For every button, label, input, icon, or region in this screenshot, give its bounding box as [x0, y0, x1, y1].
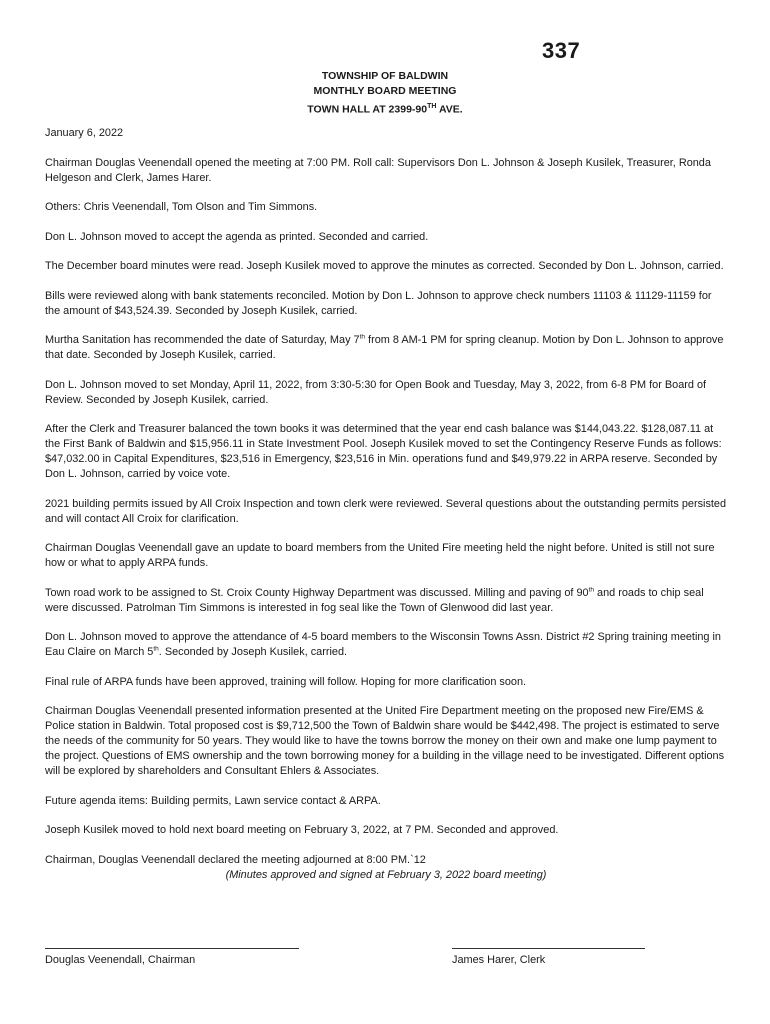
paragraph-agenda: Don L. Johnson moved to accept the agenda as printed. Seconded and carried.	[45, 230, 429, 243]
paragraph-others: Others: Chris Veenendall, Tom Olson and Tim Simmons.	[45, 201, 318, 213]
paragraph-minutes: The December board minutes were read. Joseph Kusilek moved to approve the minutes as corrected. Seconded by Don L. Johnson, carried.	[45, 260, 724, 272]
paragraph-building-permits: 2021 building permits issued by All Croix Inspection and town clerk were reviewed. Several questions about the outstanding permits persisted and will contact All Croix for clarification.	[45, 497, 727, 525]
paragraph-spring-cleanup: Murtha Sanitation has recommended the date of Saturday, May 7th from 8 AM-1 PM for spring cleanup. Motion by Don L. Johnson to approve that date. Seconded by Joseph Kusilek, carried.	[45, 333, 724, 361]
header-township: TOWNSHIP OF BALDWIN	[321, 70, 449, 82]
chairman-signature	[45, 940, 299, 968]
chairman-name: Douglas Veenendall, Chairman	[45, 954, 196, 966]
clerk-name: James Harer, Clerk	[452, 954, 546, 966]
paragraph-call-to-order: Chairman Douglas Veenendall opened the meeting at 7:00 PM. Roll call: Supervisors Don L. Johnson & Joseph Kusilek, Treasurer, Ronda Helgeson and Clerk, James Harer.	[45, 156, 711, 184]
paragraph-united-fire: Chairman Douglas Veenendall gave an update to board members from the United Fire meeting held the night before. United is still not sure how or what to apply ARPA funds.	[45, 542, 715, 569]
page-number: 337	[542, 38, 581, 63]
paragraph-arpa: Final rule of ARPA funds have been approved, training will follow. Hoping for more clarification soon.	[45, 675, 527, 688]
paragraph-training: Don L. Johnson moved to approve the attendance of 4-5 board members to the Wisconsin Towns Assn. District #2 Spring training meeting in Eau Claire on March 5th. Seconded by Joseph Kusilek, carried.	[45, 631, 721, 658]
paragraph-fire-station: Chairman Douglas Veenendall presented information presented at the United Fire Department meeting on the proposed new Fire/EMS & Police station in Baldwin. Total proposed cost is $9,712,500 the Town of Baldwin share would be $442,498. The project is estimated to serve the needs of the community for 50 years. They would like to have the towns borrow the money on their own and make one lump payment to the project. Questions of EMS ownership and the town borrowing money for a building in the village need to be investigated. Different options will be explored by shareholders and Consultant Ehlers & Associates.	[45, 705, 725, 777]
document-header	[0, 69, 770, 118]
paragraph-future-agenda: Future agenda items: Building permits, Lawn service contact & ARPA.	[45, 794, 381, 807]
signature-line	[452, 940, 645, 949]
signature-line	[45, 940, 299, 949]
paragraph-bills: Bills were reviewed along with bank statements reconciled. Motion by Don L. Johnson to approve check numbers 11103 & 11129-11159 for the amount of $43,524.39. Seconded by Joseph Kusilek, carried.	[45, 289, 712, 317]
paragraph-road-work: Town road work to be assigned to St. Croix County Highway Department was discussed. Milling and paving of 90th and roads to chip seal were discussed. Patrolman Tim Simmons is interested in fog seal like the Town of Glenwood did last year.	[45, 585, 704, 614]
clerk-signature	[452, 940, 645, 968]
header-meeting-type: MONTHLY BOARD MEETING	[313, 85, 457, 97]
meeting-date: January 6, 2022	[45, 127, 124, 139]
minutes-body	[45, 126, 727, 898]
header-location: TOWN HALL AT 2399-90TH AVE.	[307, 103, 463, 116]
paragraph-next-meeting: Joseph Kusilek moved to hold next board meeting on February 3, 2022, at 7 PM. Seconded and approved.	[45, 824, 559, 836]
paragraph-cash-balance: After the Clerk and Treasurer balanced the town books it was determined that the year end cash balance was $144,043.22. $128,087.11 at the First Bank of Baldwin and $15,956.11 in State Investment Pool. Joseph Kusilek moved to set the Contingency Reserve Funds as follows: $47,032.00 in Capital Expenditures, $23,516 in Emergency, $23,516 in Min. operations fund and $49,979.22 in ARPA reserve. Seconded by Don L. Johnson, carried by voice vote.	[45, 423, 722, 480]
paragraph-open-book: Don L. Johnson moved to set Monday, April 11, 2022, from 3:30-5:30 for Open Book and Tuesday, May 3, 2022, from 6-8 PM for Board of Review. Seconded by Joseph Kusilek, carried.	[45, 378, 707, 406]
paragraph-adjourned: Chairman, Douglas Veenendall declared the meeting adjourned at 8:00 PM.`12	[45, 853, 426, 866]
approval-note: (Minutes approved and signed at February 3, 2022 board meeting)	[225, 869, 547, 881]
